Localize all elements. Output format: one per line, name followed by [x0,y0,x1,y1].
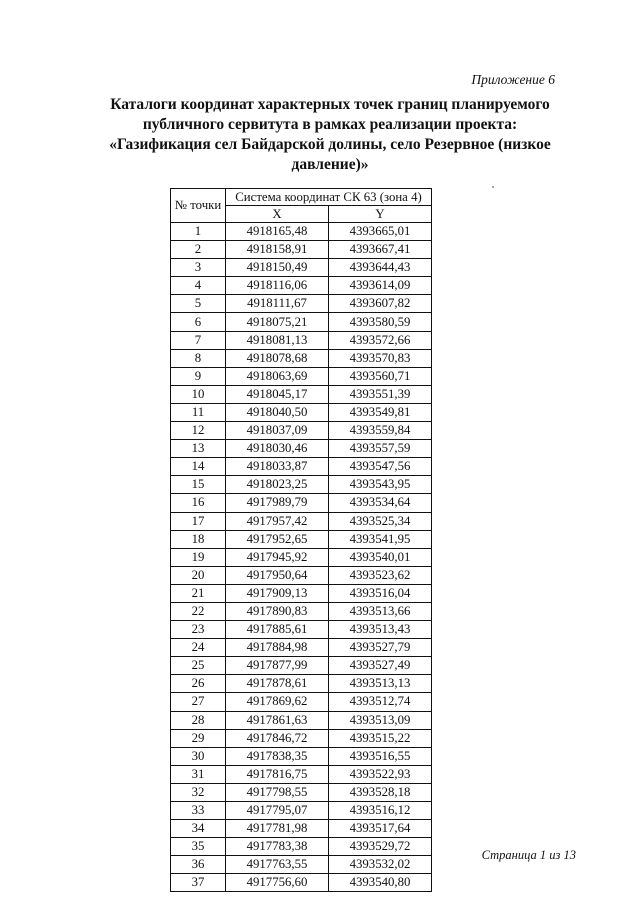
x-coordinate-cell: 4917952,65 [226,530,329,548]
x-coordinate-cell: 4918040,50 [226,403,329,421]
table-row [171,530,432,548]
x-coordinate-cell: 4917957,42 [226,512,329,530]
y-coordinate-cell: 4393614,09 [329,277,432,295]
table-row [171,385,432,403]
y-coordinate-cell: 4393557,59 [329,440,432,458]
y-coordinate-cell: 4393522,93 [329,765,432,783]
point-number-cell: 37 [171,874,226,892]
y-coordinate-cell: 4393541,95 [329,530,432,548]
y-coordinate-cell: 4393516,55 [329,747,432,765]
point-number-cell: 4 [171,277,226,295]
table-row [171,765,432,783]
x-coordinate-cell: 4918033,87 [226,458,329,476]
document-title [100,95,560,175]
y-coordinate-cell: 4393516,12 [329,802,432,820]
table-row [171,440,432,458]
y-coordinate-cell: 4393549,81 [329,403,432,421]
table-row [171,874,432,892]
point-number-cell: 21 [171,584,226,602]
y-coordinate-cell: 4393540,01 [329,548,432,566]
x-coordinate-cell: 4918030,46 [226,440,329,458]
point-number-cell: 5 [171,295,226,313]
x-coordinate-cell: 4917878,61 [226,675,329,693]
table-row [171,422,432,440]
point-number-cell: 23 [171,621,226,639]
table-row [171,548,432,566]
point-number-cell: 18 [171,530,226,548]
table-row [171,729,432,747]
y-coordinate-cell: 4393665,01 [329,223,432,241]
table-row [171,494,432,512]
y-coordinate-cell: 4393515,22 [329,729,432,747]
x-coordinate-cell: 4918150,49 [226,259,329,277]
table-body [171,223,432,892]
point-number-cell: 1 [171,223,226,241]
y-coordinate-cell: 4393547,56 [329,458,432,476]
table-row [171,313,432,331]
scan-speck [492,186,494,188]
point-number-cell: 13 [171,440,226,458]
table-header-row [171,189,432,206]
x-coordinate-cell: 4917861,63 [226,711,329,729]
point-number-cell: 22 [171,602,226,620]
y-coordinate-cell: 4393527,79 [329,639,432,657]
y-coordinate-cell: 4393540,80 [329,874,432,892]
point-number-cell: 35 [171,838,226,856]
column-header-y: Y [329,206,432,223]
x-coordinate-cell: 4918023,25 [226,476,329,494]
y-coordinate-cell: 4393525,34 [329,512,432,530]
x-coordinate-cell: 4918116,06 [226,277,329,295]
point-number-cell: 6 [171,313,226,331]
table-row [171,621,432,639]
y-coordinate-cell: 4393607,82 [329,295,432,313]
y-coordinate-cell: 4393644,43 [329,259,432,277]
y-coordinate-cell: 4393517,64 [329,820,432,838]
y-coordinate-cell: 4393513,43 [329,621,432,639]
table-row [171,602,432,620]
y-coordinate-cell: 4393572,66 [329,331,432,349]
x-coordinate-cell: 4917798,55 [226,783,329,801]
x-coordinate-cell: 4918158,91 [226,241,329,259]
point-number-cell: 28 [171,711,226,729]
x-coordinate-cell: 4918063,69 [226,367,329,385]
table-row [171,783,432,801]
point-number-cell: 15 [171,476,226,494]
table-row [171,277,432,295]
point-number-cell: 20 [171,566,226,584]
x-coordinate-cell: 4917909,13 [226,584,329,602]
x-coordinate-cell: 4917781,98 [226,820,329,838]
x-coordinate-cell: 4918075,21 [226,313,329,331]
x-coordinate-cell: 4918037,09 [226,422,329,440]
column-header-x: X [226,206,329,223]
x-coordinate-cell: 4917783,38 [226,838,329,856]
x-coordinate-cell: 4918081,13 [226,331,329,349]
column-header-coordinate-system: Система координат СК 63 (зона 4) [226,189,432,206]
table-row [171,639,432,657]
y-coordinate-cell: 4393559,84 [329,422,432,440]
x-coordinate-cell: 4917763,55 [226,856,329,874]
title-line: давление)» [291,156,369,173]
x-coordinate-cell: 4918045,17 [226,385,329,403]
coordinates-table [170,188,432,892]
table-row [171,747,432,765]
x-coordinate-cell: 4917884,98 [226,639,329,657]
y-coordinate-cell: 4393543,95 [329,476,432,494]
table-row [171,349,432,367]
table-row [171,295,432,313]
y-coordinate-cell: 4393512,74 [329,693,432,711]
title-line: Каталоги координат характерных точек границ планируемого [110,96,550,113]
table-row [171,566,432,584]
point-number-cell: 7 [171,331,226,349]
column-header-point-number: № точки [171,189,226,223]
title-line: публичного сервитута в рамках реализации проекта: [142,116,518,133]
x-coordinate-cell: 4917890,83 [226,602,329,620]
point-number-cell: 3 [171,259,226,277]
y-coordinate-cell: 4393528,18 [329,783,432,801]
x-coordinate-cell: 4917838,35 [226,747,329,765]
point-number-cell: 2 [171,241,226,259]
table-row [171,820,432,838]
x-coordinate-cell: 4917756,60 [226,874,329,892]
point-number-cell: 11 [171,403,226,421]
y-coordinate-cell: 4393667,41 [329,241,432,259]
table-row [171,856,432,874]
point-number-cell: 16 [171,494,226,512]
y-coordinate-cell: 4393534,64 [329,494,432,512]
point-number-cell: 30 [171,747,226,765]
table-row [171,458,432,476]
y-coordinate-cell: 4393570,83 [329,349,432,367]
x-coordinate-cell: 4917945,92 [226,548,329,566]
y-coordinate-cell: 4393551,39 [329,385,432,403]
y-coordinate-cell: 4393527,49 [329,657,432,675]
point-number-cell: 31 [171,765,226,783]
x-coordinate-cell: 4917877,99 [226,657,329,675]
point-number-cell: 36 [171,856,226,874]
appendix-label: Приложение 6 [471,72,555,87]
table-row [171,584,432,602]
table-row [171,259,432,277]
y-coordinate-cell: 4393560,71 [329,367,432,385]
point-number-cell: 25 [171,657,226,675]
point-number-cell: 17 [171,512,226,530]
x-coordinate-cell: 4918165,48 [226,223,329,241]
table-row [171,476,432,494]
x-coordinate-cell: 4917869,62 [226,693,329,711]
table-row [171,403,432,421]
x-coordinate-cell: 4917795,07 [226,802,329,820]
y-coordinate-cell: 4393516,04 [329,584,432,602]
table-row [171,675,432,693]
x-coordinate-cell: 4918078,68 [226,349,329,367]
y-coordinate-cell: 4393529,72 [329,838,432,856]
point-number-cell: 9 [171,367,226,385]
table-row [171,241,432,259]
point-number-cell: 12 [171,422,226,440]
x-coordinate-cell: 4917816,75 [226,765,329,783]
table-row [171,367,432,385]
x-coordinate-cell: 4917885,61 [226,621,329,639]
point-number-cell: 8 [171,349,226,367]
point-number-cell: 29 [171,729,226,747]
table-row [171,693,432,711]
x-coordinate-cell: 4917950,64 [226,566,329,584]
point-number-cell: 32 [171,783,226,801]
point-number-cell: 24 [171,639,226,657]
table-row [171,331,432,349]
y-coordinate-cell: 4393513,13 [329,675,432,693]
x-coordinate-cell: 4918111,67 [226,295,329,313]
table-row [171,838,432,856]
x-coordinate-cell: 4917846,72 [226,729,329,747]
point-number-cell: 33 [171,802,226,820]
y-coordinate-cell: 4393513,66 [329,602,432,620]
point-number-cell: 27 [171,693,226,711]
page-number: Страница 1 из 13 [481,848,576,862]
point-number-cell: 34 [171,820,226,838]
table-row [171,223,432,241]
table-row [171,711,432,729]
y-coordinate-cell: 4393513,09 [329,711,432,729]
point-number-cell: 14 [171,458,226,476]
title-line: «Газификация сел Байдарской долины, село Резервное (низкое [109,136,551,153]
x-coordinate-cell: 4917989,79 [226,494,329,512]
point-number-cell: 10 [171,385,226,403]
point-number-cell: 19 [171,548,226,566]
table-row [171,802,432,820]
y-coordinate-cell: 4393580,59 [329,313,432,331]
y-coordinate-cell: 4393523,62 [329,566,432,584]
point-number-cell: 26 [171,675,226,693]
table-row [171,657,432,675]
y-coordinate-cell: 4393532,02 [329,856,432,874]
table-row [171,512,432,530]
